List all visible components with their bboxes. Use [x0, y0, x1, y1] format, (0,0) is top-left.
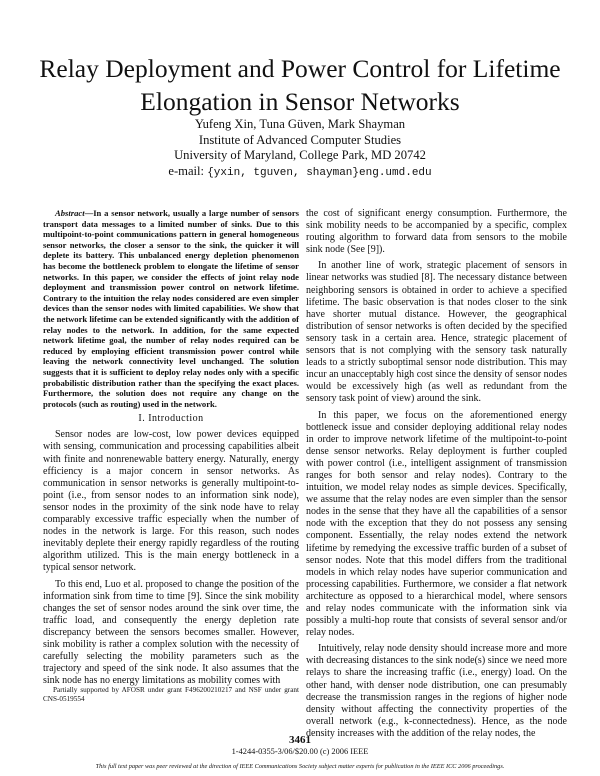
email-prefix: e-mail: — [168, 163, 208, 178]
abstract-text: —In a sensor network, usually a large number of sensors transport data messages to a limited number of sinks. Due to this multipoint-to-point communications pattern in general homogeneous sensor networks, the closer a sensor to the sink, the quicker it will deplete its battery. This unbalanced energy depletion phenomenon has become the bottleneck problem to elongate the lifetime of sensor networks. In this paper, we consider the effects of joint relay node deployment and transmission power control on network lifetime. Contrary to the intuition the relay nodes considered are even simpler devices than the sensor nodes with limited capabilities. We show that the network lifetime can be extended significantly with the addition of relay nodes to the network. In addition, for the same expected network lifetime goal, the number of relay nodes required can be reduced by employing efficient transmission power control while leaving the network connectivity level unchanged. The solution suggests that it is sufficient to deploy relay nodes only with a specific probabilistic distribution rather than the specifying the exact places. Furthermore, the solution does not require any change on the protocols (such as routing) used in the network. — [43, 208, 299, 409]
funding-footnote: Partially supported by AFOSR under grant F496200210217 and NSF under grant CNS-0519554 — [43, 686, 299, 703]
abstract-label: Abstract — [55, 208, 85, 218]
university-address: University of Maryland, College Park, MD 20742 — [174, 148, 426, 163]
email-line — [20, 164, 580, 182]
isbn-line: 1-4244-0355-3/06/$20.00 (c) 2006 IEEE — [231, 747, 369, 756]
intro-paragraph-5: In this paper, we focus on the aforementioned energy bottleneck issue and consider deploying additional relay nodes in order to improve network lifetime of the multipoint-to-point dense sensor networks. Relay deployment is further coupled with power control (i.e., intelligent assignment of transmission ranges for both sensor and relay nodes). Contrary to the intuition, we model relay nodes as simple devices. Specifically, we assume that the relay nodes are even simpler than the sensor nodes in the sense that they have all the capabilities of a sensor node with the exception that they do not possess any sensing component. Essentially, the relay nodes extend the network lifetime by remedying the excessive traffic burden of a subset of sensor nodes. Note that this model differs from the traditional models in which relay nodes have superior communication and processing capabilities. Furthermore, we consider a flat network architecture as opposed to a hierarchical model, where sensors and relay nodes communicate with the information sink via possibly a multi-hop route that consists of several sensor and/or relay nodes. — [306, 409, 567, 639]
intro-paragraph-3: the cost of significant energy consumption. Furthermore, the sink mobility needs to be accompanied by a specific, complex routing algorithm to forward data from sensors to the mobile sink node (See [9]). — [306, 208, 567, 256]
section-heading-introduction: I. Introduction — [138, 413, 204, 425]
right-column — [306, 208, 567, 740]
intro-paragraph-6: Intuitively, relay node density should increase more and more with decreasing distances to the sink node(s) since we need more relays to share the increasing traffic (i.e., energy) load. On the other hand, with denser node distribution, one can presumably decrease the transmission ranges in the regions of higher node density without affecting the connectivity properties of the overall network (e.g., k-connectedness). Hence, as the node density increases with the addition of the relay nodes, the — [306, 643, 567, 739]
title-line-2: Elongation in Sensor Networks — [140, 87, 460, 116]
author-block — [20, 117, 580, 181]
affiliation: Institute of Advanced Computer Studies — [198, 132, 402, 147]
email-address[interactable]: {yxin, tguven, shayman}eng.umd.edu — [207, 166, 432, 179]
author-names: Yufeng Xin, Tuna Güven, Mark Shayman — [194, 117, 406, 131]
intro-paragraph-4: In another line of work, strategic placement of sensors in linear networks was studied [8]. The necessary distance between neighboring sensors is obtained in order to achieve a specified lifetime. The basic observation is that nodes closer to the sink have shorter mutual distance. However, the geographical distribution of sensor networks is often decided by the specified sensory task in a certain area. Hence, strategic placement of sensors that is not complying with the sensory task naturally leads to a strictly suboptimal sensor node distribution. This may incur an unacceptably high cost since the density of sensor nodes would be excessively high (as well as redundant from the sensory task point of view) around the sink. — [306, 260, 567, 405]
intro-paragraph-2: To this end, Luo et al. proposed to change the position of the information sink from time to time [9]. Since the sink mobility changes the set of sensor nodes around the sink over time, the traffic load, and consequently the energy depletion rate discrepancy between the sensors becomes smaller. However, sink mobility is rather a complex solution with the necessity of carefully selecting the mobility parameters such as the trajectory and speed of the sink node. It also assumes that the sink node has no energy limitations as mobility comes with — [43, 578, 299, 687]
peer-review-note: This full text paper was peer reviewed at the direction of IEEE Communications Society subject matter experts for publication in the IEEE ICC 2006 proceedings. — [95, 763, 505, 770]
abstract — [43, 208, 299, 409]
paper-title — [20, 52, 580, 118]
title-line-1: Relay Deployment and Power Control for Lifetime — [39, 54, 561, 83]
intro-paragraph-1: Sensor nodes are low-cost, low power devices equipped with sensing, communication and processing capabilities albeit with finite and nonrenewable battery energy. Naturally, energy efficiency is a major concern in sensor networks. As communication in sensor networks is generally multipoint-to-point (i.e., from sensor nodes to an information sink node), sensor nodes in the proximity of the sink node have to relay comparably excessive traffic especially when the number of nodes in the network is large. For this reason, such nodes inevitably deplete their energy rapidly regardless of the routing algorithm utilized. This is the main energy bottleneck in a typical sensor network. — [43, 429, 299, 574]
page-number: 3461 — [289, 734, 311, 746]
left-column — [43, 208, 299, 687]
